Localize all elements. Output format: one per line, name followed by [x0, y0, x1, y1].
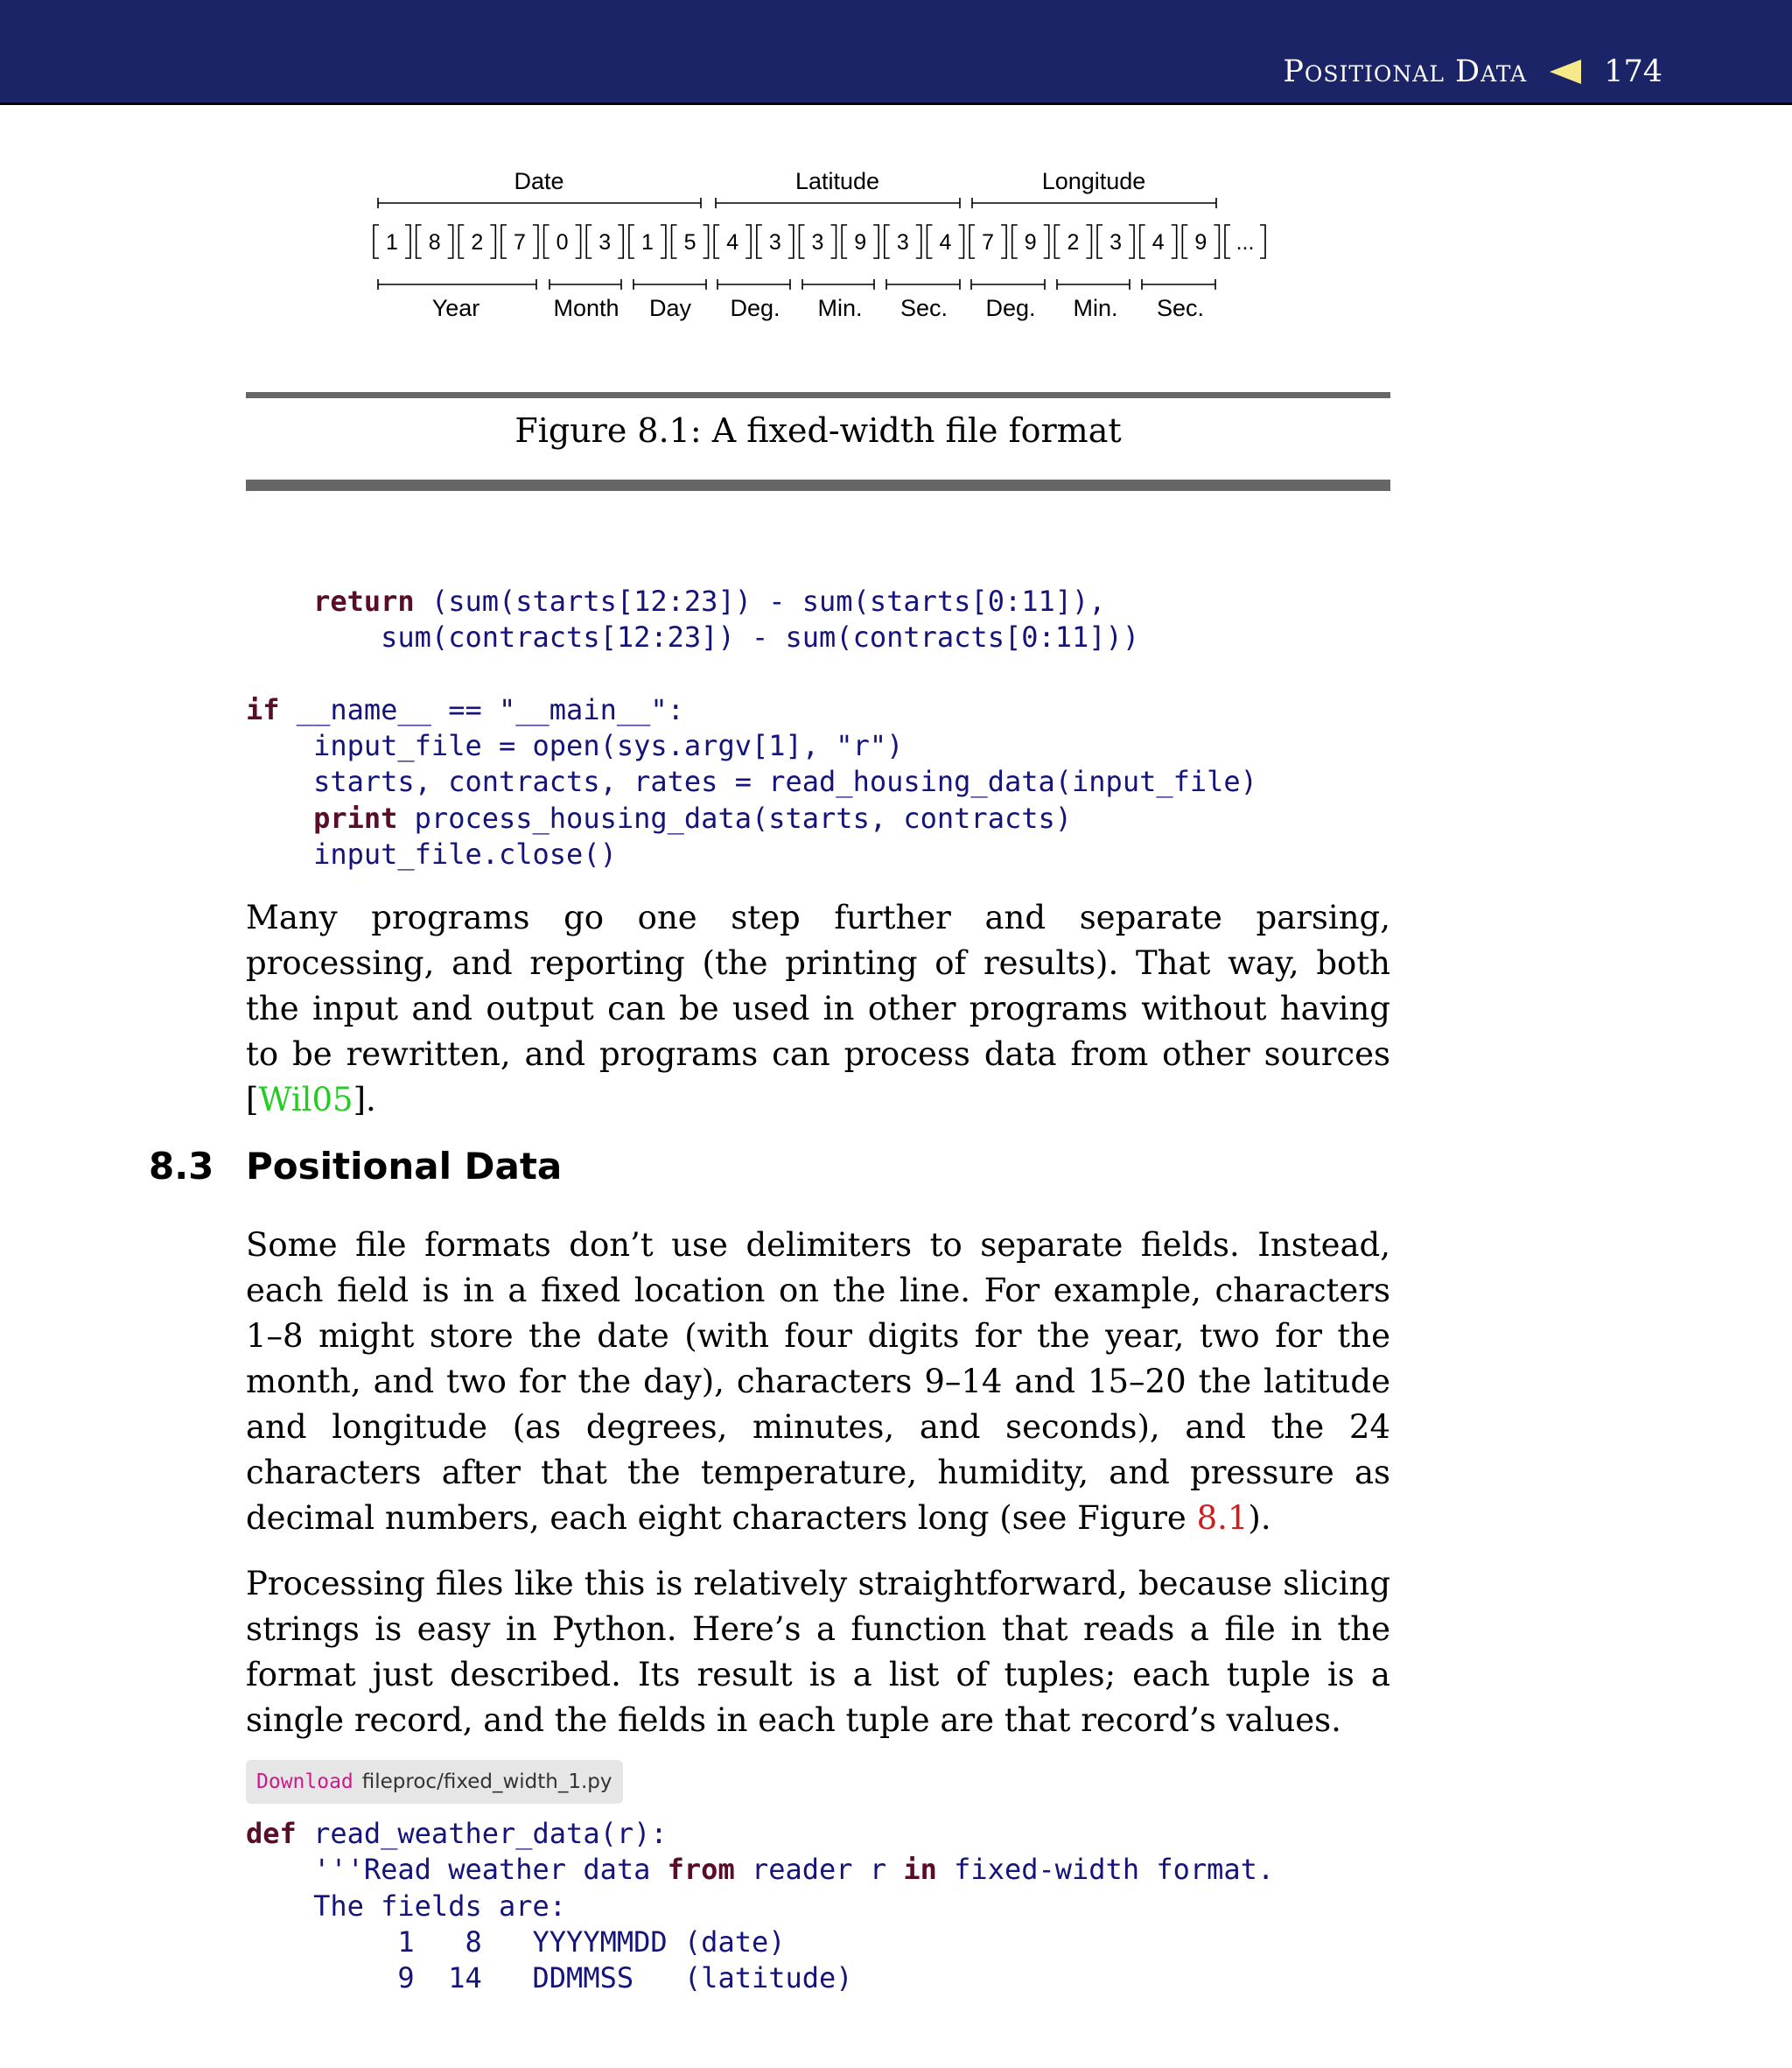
digit-cell: [501, 225, 538, 258]
lat-deg-bracket: [718, 279, 790, 290]
previous-page-arrow-icon[interactable]: [1550, 60, 1581, 84]
digit-cell: [1097, 225, 1134, 258]
digit-cell: [714, 225, 751, 258]
code-keyword: if: [246, 692, 280, 726]
label-day: Day: [648, 295, 692, 321]
digit-value: 7: [982, 230, 995, 255]
year-bracket: [378, 279, 536, 290]
code-keyword: print: [313, 801, 398, 835]
digit-value: 4: [1152, 230, 1165, 255]
code-text: read_weather_data(r):: [296, 1817, 668, 1850]
cell-right-bracket: [788, 225, 794, 258]
cell-left-bracket: [1097, 225, 1102, 258]
code-line: [246, 802, 1072, 835]
digit-value: 8: [428, 230, 441, 255]
cell-right-bracket: [661, 225, 666, 258]
paragraph-slicing: Processing files like this is relatively straightforward, because slicing strings is easy in Python. Here’s a function that reads a file in the format just described. Its result is a list of tuples; each tuple is a single record, and the fields in each tuple are that record’s values.: [246, 1565, 1390, 1739]
digit-cell: [1182, 225, 1219, 258]
code-keyword: def: [246, 1817, 297, 1850]
cell-right-bracket: [704, 225, 709, 258]
label-lat-deg: Deg.: [730, 295, 780, 321]
digit-value: 2: [1067, 230, 1080, 255]
digit-cell: [1140, 225, 1177, 258]
digit-cell: [885, 225, 921, 258]
day-bracket: [634, 279, 706, 290]
date-bracket: [378, 198, 701, 208]
label-year: Year: [431, 295, 480, 321]
code-line: input_file.close(): [246, 838, 617, 872]
digit-value: 9: [1194, 230, 1208, 255]
figure-reference-link[interactable]: 8.1: [1196, 1499, 1249, 1537]
digit-cell: [629, 225, 666, 258]
code-text: (sum(starts[12:23]) - sum(starts[0:11]),: [414, 585, 1106, 618]
code-keyword: from: [667, 1853, 735, 1887]
digit-value: 3: [598, 230, 612, 255]
figure-bottom-rule: [246, 480, 1390, 491]
digit-cell: [1012, 225, 1049, 258]
cell-right-bracket: [1044, 225, 1049, 258]
label-lat-min: Min.: [817, 295, 863, 321]
cell-right-bracket: [746, 225, 751, 258]
label-date: Date: [514, 168, 564, 194]
cell-left-bracket: [927, 225, 932, 258]
section-title: Positional Data: [246, 1145, 563, 1188]
digit-value: 2: [471, 230, 484, 255]
paragraph-text: Many programs go one step further and separate parsing, processing, and reporting (the printing of results). That way, both the input and output can be used in other programs without having to be rewritten, and programs can process data from other sources [: [246, 899, 1390, 1118]
code-line: [246, 1817, 668, 1850]
digit-value: 4: [726, 230, 739, 255]
cell-right-bracket: [618, 225, 623, 258]
code-text: __name__ == "__main__":: [279, 692, 684, 726]
lat-min-bracket: [802, 279, 874, 290]
cell-right-bracket: [1172, 225, 1177, 258]
cell-left-bracket: [842, 225, 847, 258]
label-month: Month: [553, 295, 620, 321]
digit-cell: [1054, 225, 1091, 258]
cell-left-bracket: [1225, 225, 1230, 258]
code-text: '''Read weather data: [246, 1853, 668, 1887]
paragraph-positional-intro: [246, 1223, 1390, 1541]
cell-left-bracket: [586, 225, 592, 258]
code-line: [246, 693, 684, 726]
code-line: [246, 1853, 1274, 1886]
top-brackets: [378, 198, 1216, 208]
digit-cell: [544, 225, 581, 258]
digit-value: 9: [854, 230, 867, 255]
figure-top-rule: [246, 392, 1390, 398]
cell-right-bracket: [1260, 225, 1265, 258]
label-lon-sec: Sec.: [1156, 295, 1205, 321]
digit-value: 3: [811, 230, 824, 255]
digit-cells: [374, 225, 1265, 258]
cell-right-bracket: [533, 225, 538, 258]
paragraph-text-end: ].: [353, 1081, 376, 1118]
digit-value: ...: [1236, 230, 1255, 255]
code-line: 9 14 DDMMSS (latitude): [246, 1961, 853, 1995]
running-header-content: [1283, 54, 1662, 89]
cell-left-bracket: [885, 225, 890, 258]
fixed-width-format-diagram: [350, 158, 1295, 333]
lon-deg-bracket: [971, 279, 1045, 290]
digit-cell: [672, 225, 709, 258]
cell-right-bracket: [1086, 225, 1091, 258]
bottom-brackets: [378, 279, 1215, 290]
code-text: reader r: [734, 1853, 904, 1887]
digit-value: 3: [1110, 230, 1123, 255]
code-keyword: return: [313, 585, 415, 618]
cell-right-bracket: [448, 225, 453, 258]
cell-right-bracket: [1129, 225, 1134, 258]
download-file-path: fileproc/fixed_width_1.py: [361, 1770, 612, 1793]
digit-value: 1: [386, 230, 398, 255]
code-line: [246, 585, 1106, 618]
cell-right-bracket: [831, 225, 836, 258]
cell-left-bracket: [629, 225, 634, 258]
page-number: 174: [1604, 54, 1662, 89]
digit-cell: [970, 225, 1006, 258]
code-line: starts, contracts, rates = read_housing_data(input_file): [246, 765, 1257, 799]
digit-value: 1: [640, 230, 654, 255]
code-block-housing: [246, 584, 1257, 873]
cell-left-bracket: [1054, 225, 1060, 258]
cell-right-bracket: [405, 225, 410, 258]
label-latitude: Latitude: [794, 168, 880, 194]
digit-cell: [757, 225, 794, 258]
code-line: 1 8 YYYYMMDD (date): [246, 1924, 786, 1959]
cell-left-bracket: [416, 225, 422, 258]
paragraph-text: Some file formats don’t use delimiters to separate fields. Instead, each field is in a fixed location on the line. For example, characters 1–8 might store the date (with four digits for the year, two for the month, and two for the day), characters 9–14 and 15–20 the latitude and longitude (as degrees, minutes, and seconds), and the 24 characters after that the temperature, humidity, and pressure as decimal numbers, each eight characters long (see Figure: [246, 1226, 1390, 1537]
month-bracket: [550, 279, 621, 290]
digit-cell: [458, 225, 495, 258]
section-number: 8.3: [149, 1145, 214, 1188]
running-header: [0, 0, 1792, 105]
digit-cell: [374, 225, 410, 258]
running-section-title: Positional Data: [1283, 54, 1528, 89]
citation-link[interactable]: Wil05: [258, 1081, 354, 1118]
code-line: input_file = open(sys.argv[1], "r"): [246, 729, 904, 763]
cell-left-bracket: [800, 225, 805, 258]
cell-left-bracket: [1140, 225, 1145, 258]
code-line: The fields are:: [246, 1889, 567, 1923]
cell-left-bracket: [1182, 225, 1187, 258]
latitude-bracket: [716, 198, 960, 208]
digit-cell: [800, 225, 836, 258]
digit-value: 9: [1024, 230, 1037, 255]
digit-value: 5: [683, 230, 696, 255]
cell-left-bracket: [970, 225, 975, 258]
digit-cell: [416, 225, 453, 258]
paragraph-separate-parsing: [246, 895, 1390, 1123]
paragraph-text-end: ).: [1248, 1499, 1271, 1537]
label-lat-sec: Sec.: [900, 295, 948, 321]
digit-cell: [927, 225, 963, 258]
cell-right-bracket: [490, 225, 495, 258]
cell-right-bracket: [873, 225, 878, 258]
figure-caption: Figure 8.1: A fixed-width file format: [514, 411, 1122, 450]
cell-left-bracket: [458, 225, 464, 258]
cell-right-bracket: [958, 225, 963, 258]
digit-value: 7: [513, 230, 526, 255]
code-line: sum(contracts[12:23]) - sum(contracts[0:11])): [246, 620, 1140, 655]
cell-left-bracket: [672, 225, 677, 258]
digit-cell: [1225, 225, 1265, 258]
lat-sec-bracket: [886, 279, 960, 290]
digit-value: 0: [556, 230, 569, 255]
cell-left-bracket: [1012, 225, 1018, 258]
cell-left-bracket: [714, 225, 719, 258]
digit-value: 4: [939, 230, 952, 255]
code-text: process_housing_data(starts, contracts): [397, 801, 1073, 835]
cell-right-bracket: [1214, 225, 1219, 258]
cell-right-bracket: [916, 225, 921, 258]
code-block-read-weather: [246, 1816, 1274, 1996]
cell-left-bracket: [374, 225, 379, 258]
cell-right-bracket: [576, 225, 581, 258]
longitude-bracket: [972, 198, 1216, 208]
digit-value: 3: [768, 230, 781, 255]
label-lon-deg: Deg.: [985, 295, 1036, 321]
download-tag: [246, 1760, 623, 1804]
label-lon-min: Min.: [1073, 295, 1118, 321]
code-keyword: in: [903, 1853, 937, 1887]
code-text: fixed-width format.: [936, 1853, 1275, 1887]
download-link[interactable]: Download: [256, 1770, 354, 1793]
cell-left-bracket: [544, 225, 550, 258]
cell-left-bracket: [501, 225, 507, 258]
digit-cell: [586, 225, 623, 258]
cell-right-bracket: [1001, 225, 1006, 258]
digit-cell: [842, 225, 878, 258]
cell-left-bracket: [757, 225, 762, 258]
lon-sec-bracket: [1142, 279, 1215, 290]
digit-value: 3: [896, 230, 909, 255]
lon-min-bracket: [1057, 279, 1130, 290]
label-longitude: Longitude: [1041, 168, 1146, 194]
